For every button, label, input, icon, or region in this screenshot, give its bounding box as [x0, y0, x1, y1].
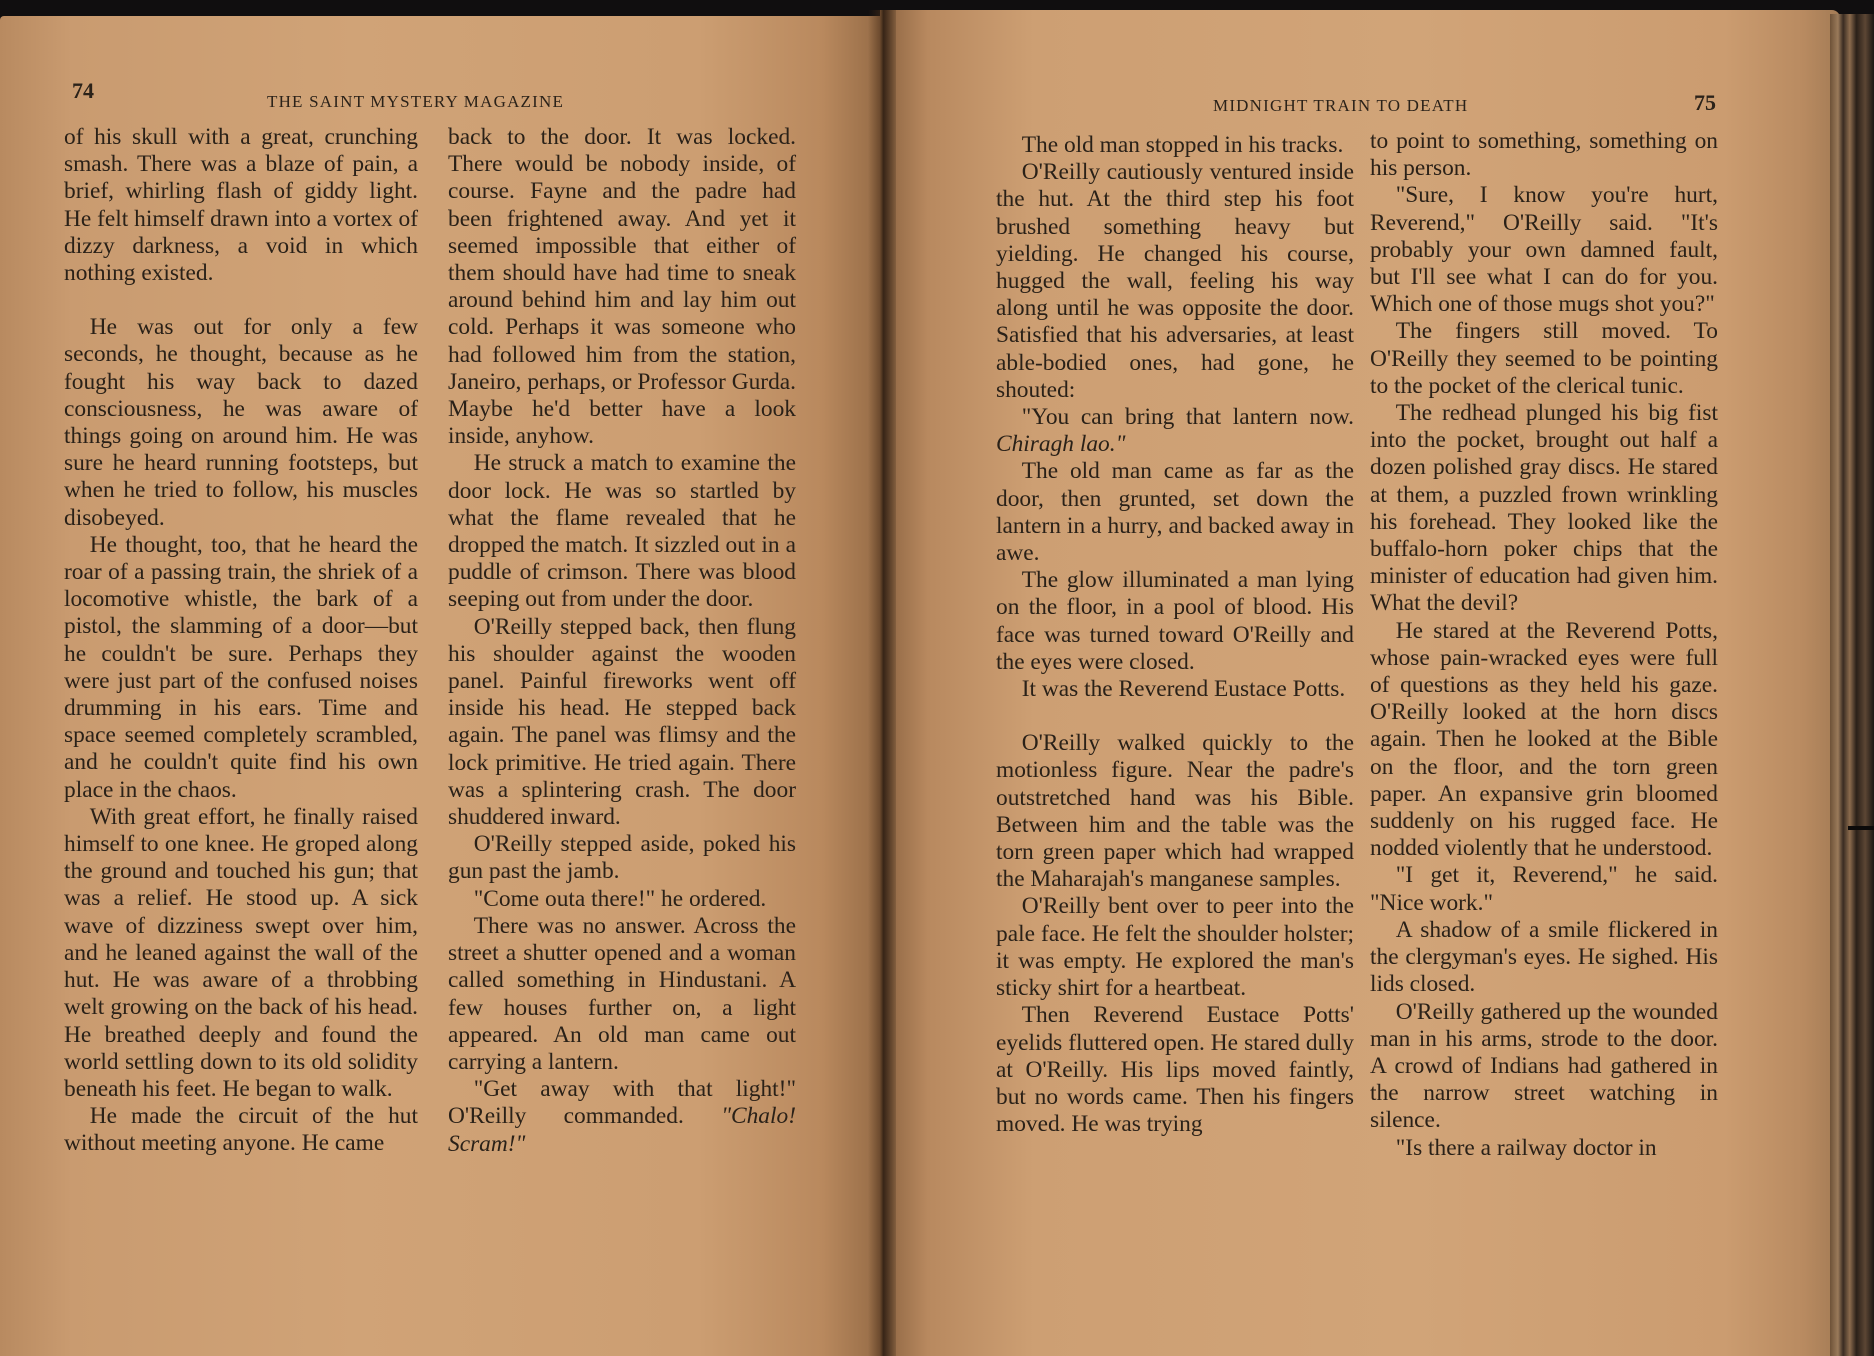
- left-column-2: [448, 124, 796, 1158]
- left-page: [0, 16, 893, 1356]
- edge-tab-mark: [1848, 826, 1874, 830]
- paragraph: of his skull with a great, crunching smash. There was a blaze of pain, a brief, whirling flash of giddy light. He felt himself drawn into a vortex of dizzy darkness, a void in which nothing existed.: [64, 124, 419, 287]
- left-running-head: THE SAINT MYSTERY MAGAZINE: [267, 92, 565, 111]
- paragraph: to point to something, something on his person.: [1370, 128, 1718, 182]
- paragraph: The fingers still moved. To O'Reilly they seemed to be pointing to the pocket of the clerical tunic.: [1370, 318, 1718, 399]
- paragraph: "Is there a railway doctor in: [1395, 1134, 1657, 1161]
- paragraph: back to the door. It was locked. There would be nobody inside, of course. Fayne and the padre had been frightened away. And yet it seemed impossible that either of them should have had time to sneak around behind him and lay him out cold. Perhaps it was someone who had followed him from the station, Janeiro, perhaps, or Professor Gurda. Maybe he'd better have a look inside, anyhow.: [448, 124, 796, 450]
- right-page: [880, 10, 1840, 1356]
- paragraph: "Get away with that light!" O'Reilly commanded. "Chalo! Scram!": [448, 1076, 796, 1157]
- paragraph: Then Reverend Eustace Potts' eyelids fluttered open. He stared dully at O'Reilly. His lips moved faintly, but no words came. Then his fingers moved. He was trying: [996, 1002, 1354, 1138]
- paragraph: The old man came as far as the door, then grunted, set down the lantern in a hurry, and backed away in awe.: [996, 458, 1354, 567]
- paragraph: A shadow of a smile flickered in the clergyman's eyes. He sighed. His lids closed.: [1370, 916, 1718, 998]
- paragraph: The old man stopped in his tracks.: [1021, 132, 1344, 158]
- paragraph: It was the Reverend Eustace Potts.: [1021, 676, 1346, 703]
- left-page-number: 74: [72, 78, 94, 103]
- page-edges: [1830, 14, 1874, 1356]
- paragraph: "You can bring that lantern now. Chiragh lao.": [996, 404, 1354, 458]
- paragraph: "Sure, I know you're hurt, Reverend," O'Reilly said. "It's probably your own damned fault, but I'll see what I can do for you. Which one of those mugs shot you?": [1370, 182, 1718, 318]
- paragraph: He made the circuit of the hut without meeting anyone. He came: [64, 1103, 418, 1157]
- paragraph: O'Reilly cautiously ventured inside the hut. At the third step his foot brushed something heavy but yielding. He changed his course, hugged the wall, feeling his way along until he was opposite the door. Satisfied that his adversaries, at least able-bodied ones, had gone, he shouted:: [996, 159, 1354, 403]
- right-running-head: MIDNIGHT TRAIN TO DEATH: [1213, 96, 1469, 115]
- right-column-2: [1370, 128, 1718, 1162]
- paragraph: He stared at the Reverend Potts, whose pain-wracked eyes were full of questions as they held his gaze. O'Reilly looked at the horn discs again. Then he looked at the Bible on the floor, and the torn green paper. An expansive grin bloomed suddenly on his rugged face. He nodded violently that he understood.: [1370, 617, 1718, 862]
- paragraph: He thought, too, that he heard the roar of a passing train, the shriek of a locomotive whistle, the bark of a pistol, the slamming of a door—but he couldn't be sure. Perhaps they were just part of the confused noises drumming in his ears. Time and space seemed completely scrambled, and he couldn't quite find his own place in the chaos.: [64, 531, 418, 803]
- paragraph: With great effort, he finally raised himself to one knee. He groped along the ground and touched his gun; that was a relief. He stood up. A sick wave of dizziness swept over him, and he leaned against the wall of the hut. He was aware of a throbbing welt growing on the back of his head. He breathed deeply and found the world settling down to its old solidity beneath his feet. He began to walk.: [64, 803, 418, 1102]
- paragraph: "I get it, Reverend," he said. "Nice work.": [1370, 862, 1718, 916]
- paragraph: O'Reilly bent over to peer into the pale face. He felt the shoulder holster; it was empty. He explored the man's sticky shirt for a heartbeat.: [996, 893, 1354, 1002]
- paragraph: O'Reilly gathered up the wounded man in his arms, strode to the door. A crowd of Indians had gathered in the narrow street watching in silence.: [1370, 998, 1718, 1134]
- paragraph: The glow illuminated a man lying on the floor, in a pool of blood. His face was turned toward O'Reilly and the eyes were closed.: [996, 567, 1354, 675]
- paragraph: "Come outa there!" he ordered.: [473, 885, 767, 912]
- paragraph: O'Reilly stepped back, then flung his shoulder against the wooden panel. Painful fireworks went off inside his head. He stepped back again. The panel was flimsy and the lock primitive. He tried again. There was a splintering crash. The door shuddered inward.: [448, 613, 796, 831]
- paragraph: O'Reilly walked quickly to the motionless figure. Near the padre's outstretched hand was his Bible. Between him and the table was the torn green paper which had wrapped the Maharajah's manganese samples.: [996, 730, 1354, 893]
- paragraph: The redhead plunged his big fist into the pocket, brought out half a dozen polished gray discs. He stared at them, a puzzled frown wrinkling his forehead. They looked like the buffalo-horn poker chips that the minister of education had given him. What the devil?: [1370, 400, 1718, 617]
- paragraph: He struck a match to examine the door lock. He was so startled by what the flame revealed that he dropped the match. It sizzled out in a puddle of crimson. There was blood seeping out from under the door.: [448, 450, 796, 613]
- right-column-1: [996, 132, 1354, 1138]
- paragraph: O'Reilly stepped aside, poked his gun past the jamb.: [448, 831, 796, 885]
- book-gutter: [868, 10, 896, 1356]
- left-column-1: [64, 124, 418, 1158]
- paragraph: He was out for only a few seconds, he thought, because as he fought his way back to dazed consciousness, he was aware of things going on around him. He was sure he heard running footsteps, but when he tried to follow, his muscles disobeyed.: [64, 314, 418, 531]
- right-page-number: 75: [1694, 90, 1716, 115]
- paragraph: There was no answer. Across the street a shutter opened and a woman called something in Hindustani. A few houses further on, a light appeared. An old man came out carrying a lantern.: [448, 912, 796, 1075]
